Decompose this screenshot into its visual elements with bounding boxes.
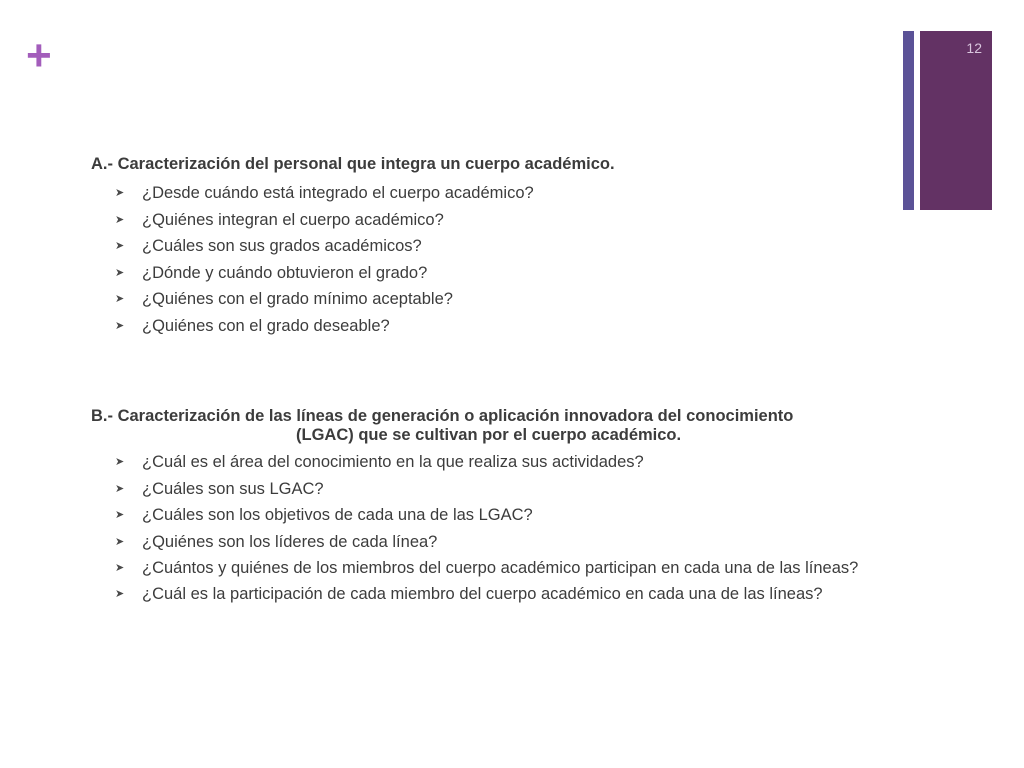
arrowhead-bullet-icon: ➤ (115, 213, 125, 226)
list-item (112, 476, 938, 503)
arrowhead-bullet-icon: ➤ (115, 482, 125, 495)
arrowhead-bullet-icon: ➤ (115, 293, 125, 305)
list-item (112, 286, 932, 313)
arrowhead-bullet-icon: ➤ (115, 319, 125, 332)
plus-icon: + (26, 31, 52, 80)
list-item (112, 555, 938, 581)
list-item-text: ¿Desde cuándo está integrado el cuerpo académico? (142, 184, 534, 202)
section-b-heading-line2: (LGAC) que se cultivan por el cuerpo académico. (296, 426, 682, 444)
section-a-list (112, 180, 932, 339)
section-a-heading: A.- Caracterización del personal que integra un cuerpo académico. (91, 155, 615, 173)
list-item (112, 180, 932, 207)
list-item (112, 449, 938, 476)
list-item (112, 529, 938, 556)
list-item (112, 581, 938, 608)
arrowhead-bullet-icon: ➤ (115, 588, 125, 600)
list-item (112, 502, 938, 529)
list-item-text: ¿Quiénes con el grado deseable? (142, 316, 390, 335)
list-item-text: ¿Cuál es el área del conocimiento en la que realiza sus actividades? (142, 453, 644, 471)
arrowhead-bullet-icon: ➤ (115, 509, 125, 521)
arrowhead-bullet-icon: ➤ (115, 535, 125, 548)
arrowhead-bullet-icon: ➤ (115, 266, 125, 279)
arrowhead-bullet-icon: ➤ (115, 456, 125, 468)
list-item-text: ¿Cuáles son los objetivos de cada una de las LGAC? (142, 506, 533, 524)
page-number: 12 (966, 40, 982, 56)
section-b-heading-line1: B.- Caracterización de las líneas de generación o aplicación innovadora del conocimiento (91, 407, 794, 425)
list-item-text: ¿Quiénes con el grado mínimo aceptable? (142, 290, 453, 308)
list-item (112, 313, 932, 340)
list-item (112, 260, 932, 287)
arrowhead-bullet-icon: ➤ (115, 240, 125, 252)
section-b-list (112, 449, 938, 608)
list-item (112, 207, 932, 234)
list-item-text: ¿Cuáles son sus grados académicos? (142, 237, 422, 255)
list-item-text: ¿Quiénes integran el cuerpo académico? (142, 210, 444, 229)
arrowhead-bullet-icon: ➤ (115, 562, 125, 574)
list-item-text: ¿Cuántos y quiénes de los miembros del cuerpo académico participan en cada una de las líneas? (142, 559, 859, 577)
section-b-heading (91, 407, 891, 445)
list-item-text: ¿Dónde y cuándo obtuvieron el grado? (142, 263, 428, 282)
list-item (112, 233, 932, 260)
list-item-text: ¿Cuál es la participación de cada miembro del cuerpo académico en cada una de las líneas? (142, 585, 823, 603)
arrowhead-bullet-icon: ➤ (115, 187, 125, 199)
list-item-text: ¿Cuáles son sus LGAC? (142, 479, 324, 498)
list-item-text: ¿Quiénes son los líderes de cada línea? (142, 532, 438, 551)
